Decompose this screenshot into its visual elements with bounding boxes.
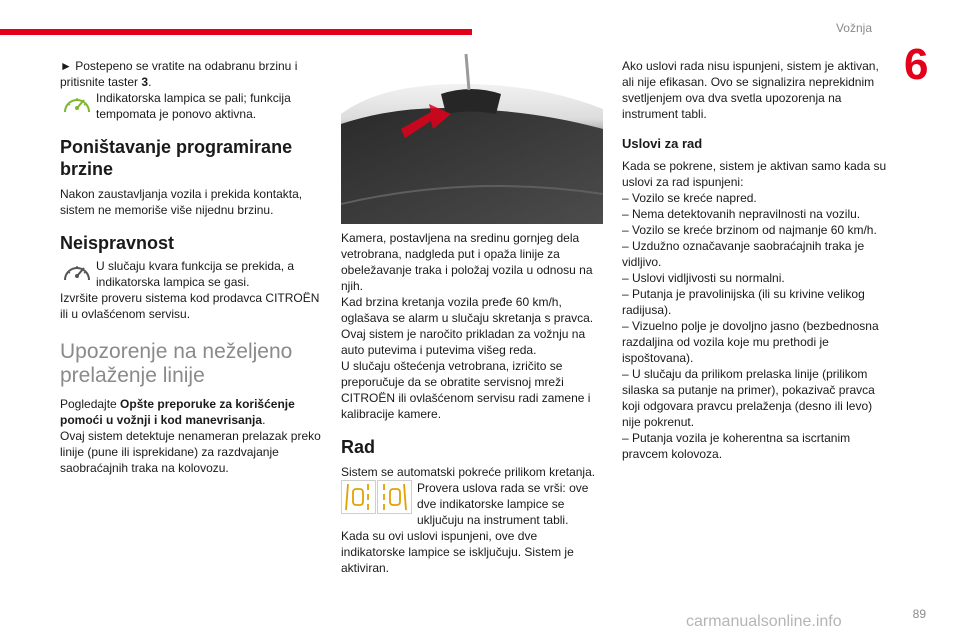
speedo-note-row bbox=[60, 90, 322, 122]
list-item: – Putanja je pravolinijska (ili su krivine velikog radijusa). bbox=[622, 287, 865, 317]
speedometer-green-icon bbox=[60, 90, 94, 120]
fault-row bbox=[60, 258, 322, 290]
rad-text: Sistem se automatski pokreće prilikom kretanja. bbox=[341, 465, 596, 479]
windscreen-camera-photo bbox=[341, 54, 603, 224]
conditions-heading: Uslovi za rad bbox=[622, 136, 703, 151]
list-item: – Putanja vozila je koherentna sa iscrtanim pravcem kolovoza. bbox=[622, 431, 851, 461]
header-accent-bar bbox=[0, 29, 472, 35]
rad-after-text: Kada su ovi uslovi ispunjeni, ove dve indikatorske lampice se isključuju. Sistem je aktiviran. bbox=[341, 529, 574, 575]
lane-departure-warning-icon bbox=[341, 480, 413, 514]
rad-icon-row bbox=[341, 480, 603, 528]
rad-icon-text: Provera uslova rada se vrši: ove dve indikatorske lampice se uključuju na instrument tabli. bbox=[417, 481, 589, 527]
list-item: – U slučaju da prilikom prelaska linije (prilikom silaska sa putanje na primer), pokazivač pravca koji odgovara pravcu prelaženja (desno ili levo) nije pokrenut. bbox=[622, 367, 875, 429]
column-left bbox=[60, 58, 322, 476]
intro-text: Ako uslovi rada nisu ispunjeni, sistem je aktivan, ali nije efikasan. Ovo se signalizira neprekidnim svetljenjem ova dva svetla upozorenja na instrument tabli. bbox=[622, 59, 879, 121]
cancel-text: Nakon zaustavljanja vozila i prekida kontakta, sistem ne memoriše više nijednu brzinu. bbox=[60, 187, 303, 217]
alarm-text: Kad brzina kretanja vozila pređe 60 km/h, oglašava se alarm u slučaju skretanja s pravca. Ovaj sistem je naročito prikladan za vožnju na auto putevima i putevima višeg reda. bbox=[341, 295, 594, 357]
fault-text: Izvršite proveru sistema kod prodavca CITROËN ili u ovlašćenom servisu. bbox=[60, 291, 320, 321]
fault-heading: Neispravnost bbox=[60, 233, 175, 253]
column-right bbox=[622, 58, 890, 462]
list-item: – Vozilo se kreće napred. bbox=[622, 191, 757, 205]
list-item: – Vozilo se kreće brzinom od najmanje 60 km/h. bbox=[622, 223, 877, 237]
ldw-reference: Pogledajte Opšte preporuke za korišćenje pomoći u vožnji i kod manevrisanja. bbox=[60, 397, 295, 427]
chapter-number: 6 bbox=[904, 40, 929, 89]
rad-heading: Rad bbox=[341, 437, 376, 457]
speedo-note-text: Indikatorska lampica se pali; funkcija tempomata je ponovo aktivna. bbox=[96, 91, 291, 121]
list-item: – Uzdužno označavanje saobraćajnih traka je vidljivo. bbox=[622, 239, 865, 269]
conditions-list bbox=[622, 190, 890, 462]
ldw-heading: Upozorenje na neželjeno prelaženje linije bbox=[60, 340, 293, 387]
list-item: – Vizuelno polje je dovoljno jasno (bezbednosna razdaljina od vozila koje mu prethodi je ispoštovana). bbox=[622, 319, 879, 365]
column-middle bbox=[341, 58, 603, 576]
list-item: – Nema detektovanih nepravilnosti na vozilu. bbox=[622, 207, 861, 221]
speedometer-grey-icon bbox=[60, 258, 94, 288]
cancel-heading: Poništavanje programirane brzine bbox=[60, 137, 293, 179]
resume-instruction: ► Postepeno se vratite na odabranu brzinu i pritisnite taster 3. bbox=[60, 59, 298, 89]
ldw-text: Ovaj sistem detektuje nenameran prelazak preko linije (pune ili isprekidane) za razdvajanje saobraćajnih traka na kolovozu. bbox=[60, 429, 321, 475]
list-item: – Uslovi vidljivosti su normalni. bbox=[622, 271, 785, 285]
camera-text: Kamera, postavljena na sredinu gornjeg dela vetrobrana, nadgleda put i opaža linije za obeležavanje traka i položaj vozila u odnosu na njih. bbox=[341, 231, 593, 293]
watermark: carmanualsonline.info bbox=[686, 613, 842, 630]
conditions-intro: Kada se pokrene, sistem je aktivan samo kada su uslovi za rad ispunjeni: bbox=[622, 159, 887, 189]
page-number: 89 bbox=[912, 607, 926, 621]
section-title: Vožnja bbox=[835, 21, 872, 35]
fault-icon-text: U slučaju kvara funkcija se prekida, a indikatorska lampica se gasi. bbox=[96, 259, 295, 289]
damage-text: U slučaju oštećenja vetrobrana, izričito se preporučuje da se obratite servisnoj mreži CITROËN ili ovlašćenom servisu radi zamene i kalibracije kamere. bbox=[341, 359, 591, 421]
